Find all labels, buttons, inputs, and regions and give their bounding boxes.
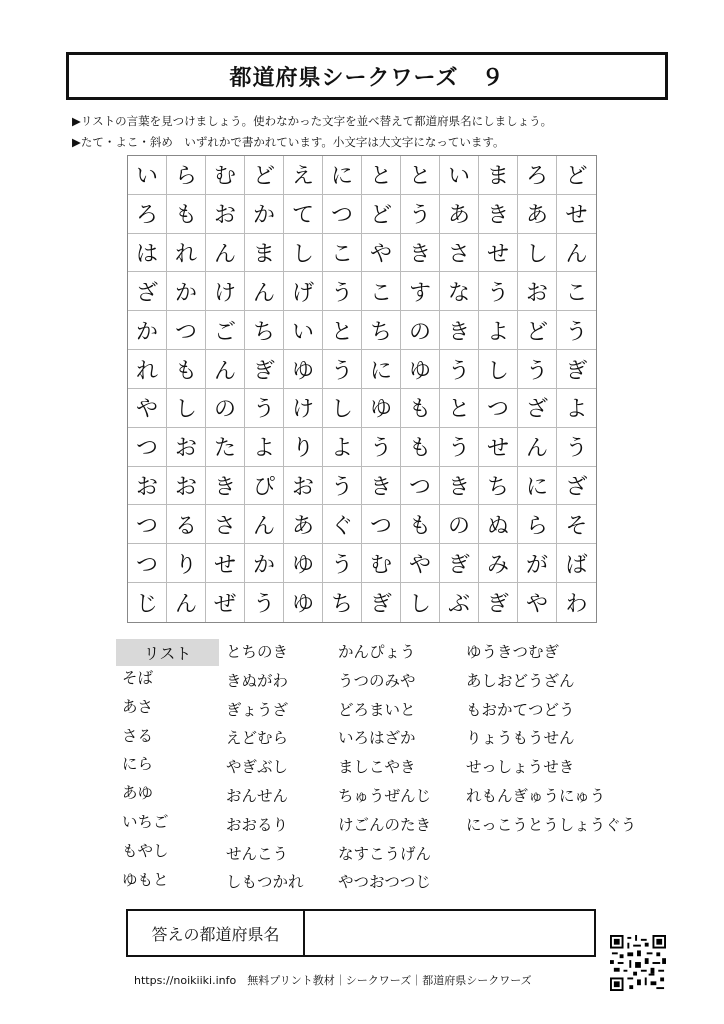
grid-cell[interactable]: れ <box>167 234 206 273</box>
grid-cell[interactable]: よ <box>323 428 362 467</box>
list-word: おんせん <box>226 786 289 805</box>
grid-cell[interactable]: ざ <box>518 389 557 428</box>
grid-cell[interactable]: む <box>206 156 245 195</box>
grid-cell[interactable]: し <box>518 234 557 273</box>
grid-cell[interactable]: に <box>323 156 362 195</box>
list-word: りょうもうせん <box>466 729 575 748</box>
grid-cell[interactable]: ば <box>557 544 596 583</box>
grid-cell[interactable]: な <box>440 272 479 311</box>
grid-cell[interactable]: か <box>128 311 167 350</box>
grid-cell[interactable]: う <box>401 195 440 234</box>
grid-cell[interactable]: き <box>479 195 518 234</box>
grid-cell[interactable]: つ <box>362 505 401 544</box>
list-word: あさ <box>122 697 154 716</box>
grid-cell[interactable]: ん <box>206 234 245 273</box>
grid-cell[interactable]: つ <box>401 467 440 506</box>
grid-cell[interactable]: ぎ <box>479 583 518 622</box>
list-word: おおるり <box>226 815 289 834</box>
grid-cell[interactable]: そ <box>557 505 596 544</box>
grid-cell[interactable]: あ <box>440 195 479 234</box>
grid-cell[interactable]: ぶ <box>440 583 479 622</box>
grid-cell[interactable]: か <box>245 195 284 234</box>
grid-cell[interactable]: ぎ <box>245 350 284 389</box>
grid-cell[interactable]: つ <box>128 428 167 467</box>
answer-label: 答えの都道府県名 <box>128 911 305 955</box>
instruction-line-1: ▶リストの言葉を見つけましょう。使わなかった文字を並べ替えて都道府県名にしましょう。 <box>72 114 553 128</box>
worksheet-title: 都道府県シークワーズ ９ <box>66 52 668 100</box>
list-word: にら <box>122 755 154 774</box>
list-word: もやし <box>122 841 169 860</box>
grid-cell[interactable]: も <box>401 428 440 467</box>
list-word: れもんぎゅうにゅう <box>466 786 606 805</box>
grid-cell[interactable]: ま <box>479 156 518 195</box>
grid-cell[interactable]: り <box>167 544 206 583</box>
grid-cell[interactable]: う <box>323 272 362 311</box>
word-list-column-4 <box>466 638 636 840</box>
grid-cell[interactable]: こ <box>557 272 596 311</box>
list-word: もおかてつどう <box>466 700 575 719</box>
grid-cell[interactable]: せ <box>557 195 596 234</box>
grid-cell[interactable]: ん <box>167 583 206 622</box>
grid-cell[interactable]: ろ <box>128 195 167 234</box>
grid-cell[interactable]: き <box>206 467 245 506</box>
grid-cell[interactable]: つ <box>128 544 167 583</box>
grid-cell[interactable]: も <box>401 505 440 544</box>
grid-cell[interactable]: け <box>284 389 323 428</box>
grid-cell[interactable]: お <box>284 467 323 506</box>
grid-cell[interactable]: ん <box>557 234 596 273</box>
grid-cell[interactable]: ち <box>362 311 401 350</box>
grid-cell[interactable]: き <box>440 467 479 506</box>
list-word: いちご <box>122 812 169 831</box>
footer-text: https://noikiiki.info 無料プリント教材｜シークワーズ｜都道府県シークワーズ <box>134 974 532 987</box>
grid-cell[interactable]: も <box>167 195 206 234</box>
list-word: とちのき <box>226 643 289 661</box>
grid-cell[interactable]: よ <box>245 428 284 467</box>
grid-cell[interactable]: と <box>323 311 362 350</box>
list-word: ちゅうぜんじ <box>338 786 432 805</box>
grid-cell[interactable]: こ <box>323 234 362 273</box>
word-list-column-2 <box>226 638 304 897</box>
grid-cell[interactable]: に <box>518 467 557 506</box>
grid-cell[interactable]: わ <box>565 592 588 618</box>
grid-cell[interactable]: い <box>284 311 323 350</box>
grid-cell[interactable]: ど <box>557 156 596 195</box>
answer-box <box>126 909 596 957</box>
grid-cell[interactable]: う <box>479 272 518 311</box>
grid-cell[interactable]: れ <box>128 350 167 389</box>
grid-cell[interactable]: ぜ <box>206 583 245 622</box>
grid-cell[interactable]: や <box>401 544 440 583</box>
list-word: せっしょうせき <box>466 758 575 777</box>
grid-cell[interactable]: せ <box>479 428 518 467</box>
grid-cell[interactable]: ち <box>479 467 518 506</box>
list-word: しもつかれ <box>226 873 304 892</box>
grid-cell[interactable]: う <box>245 583 284 622</box>
grid-cell[interactable]: ま <box>245 234 284 273</box>
grid-cell[interactable]: さ <box>440 234 479 273</box>
list-word: さる <box>122 726 154 745</box>
list-word: いろはざか <box>338 729 416 748</box>
grid-cell[interactable]: あ <box>284 505 323 544</box>
grid-cell[interactable]: つ <box>479 389 518 428</box>
grid-cell[interactable]: き <box>440 311 479 350</box>
grid-cell[interactable]: ど <box>362 195 401 234</box>
grid-cell[interactable]: ぴ <box>245 467 284 506</box>
grid-cell[interactable]: う <box>440 350 479 389</box>
grid-cell[interactable]: の <box>440 505 479 544</box>
grid-cell[interactable]: お <box>128 467 167 506</box>
list-word: うつのみや <box>338 671 416 690</box>
grid-cell[interactable]: ち <box>323 583 362 622</box>
grid-cell[interactable]: の <box>206 389 245 428</box>
grid-cell[interactable]: よ <box>557 389 596 428</box>
grid-cell[interactable]: し <box>401 583 440 622</box>
grid-cell[interactable]: ど <box>245 156 284 195</box>
grid-cell[interactable]: か <box>167 272 206 311</box>
grid-cell[interactable]: い <box>440 156 479 195</box>
grid-cell[interactable]: ら <box>518 505 557 544</box>
grid-cell[interactable]: げ <box>284 272 323 311</box>
grid-cell[interactable]: ぐ <box>323 505 362 544</box>
grid-cell[interactable]: お <box>518 272 557 311</box>
grid-cell[interactable]: ん <box>518 428 557 467</box>
grid-cell[interactable]: う <box>518 350 557 389</box>
grid-cell[interactable]: た <box>206 428 245 467</box>
grid-cell[interactable]: ろ <box>518 156 557 195</box>
grid-cell[interactable]: じ <box>128 583 167 622</box>
grid-cell[interactable]: う <box>245 389 284 428</box>
list-header: リスト <box>116 639 219 666</box>
grid-cell[interactable]: ゆ <box>284 544 323 583</box>
list-word: せんこう <box>226 844 289 863</box>
list-word: ぎょうざ <box>226 700 289 719</box>
grid-cell[interactable]: せ <box>206 544 245 583</box>
grid-cell[interactable]: う <box>323 350 362 389</box>
grid-cell[interactable]: う <box>557 428 596 467</box>
grid-cell[interactable]: ゆ <box>401 350 440 389</box>
grid-cell[interactable]: う <box>440 428 479 467</box>
grid-cell[interactable]: む <box>362 544 401 583</box>
grid-cell[interactable]: み <box>479 544 518 583</box>
grid-cell[interactable]: え <box>284 156 323 195</box>
grid-cell[interactable]: お <box>167 428 206 467</box>
grid-cell[interactable]: よ <box>479 311 518 350</box>
grid-cell[interactable]: ぎ <box>557 350 596 389</box>
list-word: ゆもと <box>122 870 169 889</box>
grid-cell[interactable]: し <box>167 389 206 428</box>
list-word: そば <box>122 669 154 687</box>
grid-cell[interactable]: と <box>401 156 440 195</box>
grid-cell[interactable]: ん <box>206 350 245 389</box>
grid-cell[interactable]: ゆ <box>284 583 323 622</box>
qr-code-icon <box>610 935 666 991</box>
grid-cell[interactable]: あ <box>518 195 557 234</box>
word-search-grid <box>127 155 597 623</box>
grid-cell[interactable]: き <box>362 467 401 506</box>
grid-cell[interactable]: つ <box>167 311 206 350</box>
grid-cell[interactable]: お <box>206 195 245 234</box>
list-word: やつおつつじ <box>338 873 431 892</box>
grid-cell[interactable]: ぬ <box>479 505 518 544</box>
grid-cell[interactable]: ん <box>245 272 284 311</box>
grid-cell[interactable]: ど <box>518 311 557 350</box>
grid-cell[interactable]: に <box>362 350 401 389</box>
grid-cell[interactable]: う <box>362 428 401 467</box>
grid-cell[interactable]: せ <box>479 234 518 273</box>
grid-cell[interactable]: つ <box>128 505 167 544</box>
grid-cell[interactable]: つ <box>323 195 362 234</box>
grid-cell[interactable]: や <box>518 583 557 622</box>
grid-cell[interactable]: ぎ <box>362 583 401 622</box>
list-word: きぬがわ <box>226 671 289 690</box>
grid-cell[interactable]: ゆ <box>362 389 401 428</box>
grid-cell[interactable]: う <box>557 311 596 350</box>
grid-cell[interactable]: ざ <box>128 272 167 311</box>
grid-cell[interactable]: と <box>362 156 401 195</box>
grid-cell[interactable]: け <box>206 272 245 311</box>
grid-cell[interactable]: も <box>167 350 206 389</box>
list-word: どろまいと <box>338 700 416 719</box>
grid-cell[interactable]: と <box>440 389 479 428</box>
list-word: あゆ <box>122 784 154 803</box>
grid-cell[interactable]: お <box>167 467 206 506</box>
grid-cell[interactable]: う <box>323 544 362 583</box>
grid-cell[interactable]: の <box>401 311 440 350</box>
grid-cell[interactable]: こ <box>362 272 401 311</box>
list-word: ゆうきつむぎ <box>466 643 560 661</box>
grid-cell[interactable]: る <box>167 505 206 544</box>
list-word: にっこうとうしょうぐう <box>466 815 637 834</box>
list-word: なすこうげん <box>338 844 432 863</box>
grid-cell[interactable]: か <box>245 544 284 583</box>
word-list-column-1 <box>122 664 169 894</box>
list-word: けごんのたき <box>338 815 432 834</box>
grid-cell[interactable]: し <box>284 234 323 273</box>
grid-cell[interactable]: や <box>362 234 401 273</box>
grid-cell[interactable]: し <box>479 350 518 389</box>
grid-cell[interactable]: が <box>518 544 557 583</box>
grid-cell[interactable]: う <box>323 467 362 506</box>
grid-cell[interactable]: や <box>128 389 167 428</box>
grid-cell[interactable]: し <box>323 389 362 428</box>
grid-cell[interactable]: も <box>401 389 440 428</box>
grid-cell[interactable]: て <box>284 195 323 234</box>
word-list-column-3 <box>338 638 431 897</box>
list-word: かんぴょう <box>338 643 416 661</box>
grid-cell[interactable]: ゆ <box>284 350 323 389</box>
grid-cell[interactable]: さ <box>206 505 245 544</box>
instruction-line-2: ▶たて・よこ・斜め いずれかで書かれています。小文字は大文字になっています。 <box>72 135 505 149</box>
list-word: やぎぶし <box>226 758 289 777</box>
list-word: ましこやき <box>338 758 416 777</box>
list-word: あしおどうざん <box>466 671 575 690</box>
grid-cell[interactable]: き <box>401 234 440 273</box>
grid-cell[interactable]: は <box>128 234 167 273</box>
answer-field[interactable] <box>305 911 594 955</box>
grid-cell[interactable]: ち <box>245 311 284 350</box>
grid-cell[interactable]: ぎ <box>440 544 479 583</box>
grid-cell[interactable]: ら <box>167 156 206 195</box>
grid-cell[interactable]: ざ <box>557 467 596 506</box>
grid-cell[interactable]: ご <box>206 311 245 350</box>
grid-cell[interactable]: い <box>128 156 167 195</box>
list-word: えどむら <box>226 729 289 748</box>
grid-cell[interactable]: す <box>401 272 440 311</box>
grid-cell[interactable]: ん <box>245 505 284 544</box>
grid-cell[interactable]: り <box>284 428 323 467</box>
